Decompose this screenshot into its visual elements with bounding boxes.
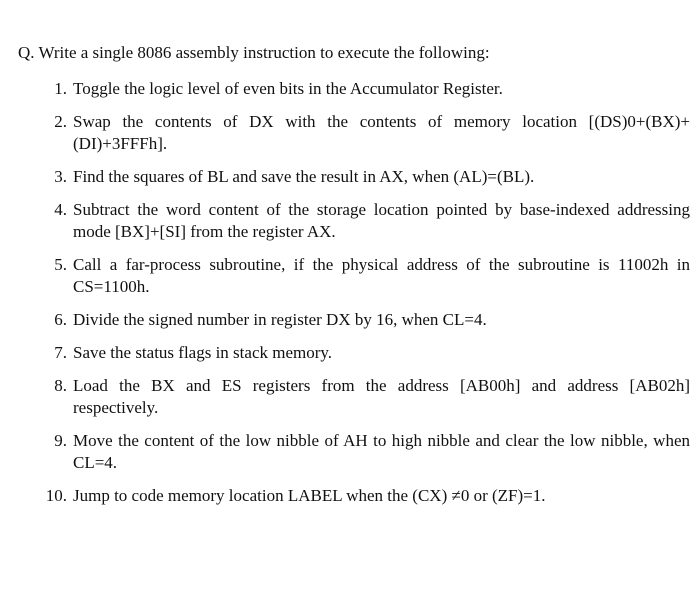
item-text: Toggle the logic level of even bits in the Accumulator Register. — [73, 79, 503, 98]
item-text: Save the status flags in stack memory. — [73, 343, 333, 362]
list-item — [40, 199, 690, 243]
item-text: Call a far-process subroutine, if the physical address of the subroutine is 11002h in CS=1100h. — [73, 255, 690, 296]
instruction-list — [40, 78, 690, 518]
item-number: 1. — [54, 79, 67, 98]
item-text: Divide the signed number in register DX by 16, when CL=4. — [73, 310, 487, 329]
list-item — [40, 342, 690, 364]
item-number: 4. — [54, 200, 67, 219]
item-text: Load the BX and ES registers from the address [AB00h] and address [AB02h] respectively. — [73, 376, 690, 417]
item-number: 9. — [54, 431, 67, 450]
item-number: 3. — [54, 167, 67, 186]
list-item — [40, 485, 690, 507]
list-item — [40, 166, 690, 188]
list-item — [40, 375, 690, 419]
item-text: Find the squares of BL and save the result in AX, when (AL)=(BL). — [73, 167, 535, 186]
item-text: Move the content of the low nibble of AH to high nibble and clear the low nibble, when CL=4. — [73, 431, 690, 472]
list-item — [40, 430, 690, 474]
item-number: 2. — [54, 112, 67, 131]
list-item — [40, 309, 690, 331]
item-text: Swap the contents of DX with the contents of memory location [(DS)0+(BX)+(DI)+3FFFh]. — [73, 112, 690, 153]
list-item — [40, 111, 690, 155]
item-number: 7. — [54, 343, 67, 362]
item-number: 8. — [54, 376, 67, 395]
question-prompt: Q. Write a single 8086 assembly instruction to execute the following: — [18, 43, 490, 62]
item-number: 6. — [54, 310, 67, 329]
item-number: 10. — [45, 486, 67, 505]
item-text: Subtract the word content of the storage location pointed by base-indexed addressing mode [BX]+[SI] from the register AX. — [73, 200, 690, 241]
item-text: Jump to code memory location LABEL when the (CX) ≠0 or (ZF)=1. — [73, 486, 546, 505]
list-item — [40, 254, 690, 298]
item-number: 5. — [54, 255, 67, 274]
list-item — [40, 78, 690, 100]
